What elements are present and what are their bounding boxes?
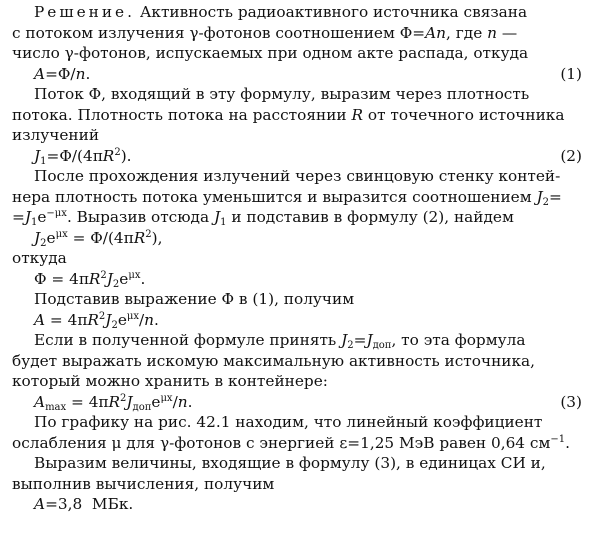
solution-lead: Решение. — [34, 3, 135, 21]
var-n: n — [487, 23, 497, 42]
text: = 4π — [45, 310, 88, 329]
var-n: n — [436, 23, 447, 42]
subscript: 2 — [112, 278, 120, 290]
text: число γ-фотонов, испускаемых при одном акте распада, откуда — [12, 44, 529, 62]
text: / — [172, 392, 178, 411]
text: = — [12, 208, 25, 226]
var-J: J — [105, 310, 112, 329]
text: откуда — [12, 249, 67, 267]
superscript: 2 — [114, 146, 121, 158]
solution-text — [12, 2, 582, 515]
superscript: 2 — [100, 269, 107, 281]
text: =Φ/(4π — [46, 146, 103, 165]
text: После прохождения излучений через свинцовую стенку контей- — [34, 167, 561, 185]
var-n: n — [75, 64, 86, 83]
var-R: R — [87, 310, 99, 329]
equation-3-after — [12, 248, 582, 269]
equation-5 — [12, 310, 582, 331]
text: e — [151, 392, 161, 411]
text: , где — [446, 23, 488, 42]
text: и подставив в формулу (2), найдем — [226, 208, 514, 226]
text: e — [119, 269, 129, 288]
paragraph-3-line-1 — [12, 166, 582, 187]
equation-1 — [12, 64, 582, 85]
superscript: μx — [160, 392, 173, 404]
var-J: J — [106, 269, 113, 288]
var-R: R — [133, 228, 146, 247]
subscript: 2 — [111, 319, 118, 331]
text: = Φ/(4π — [67, 228, 134, 247]
text: Подставив выражение Φ в (1), получим — [34, 290, 355, 308]
subscript: 1 — [30, 217, 38, 228]
var-J: J — [34, 228, 41, 247]
superscript: −1 — [550, 433, 566, 445]
equation-6 — [12, 392, 582, 413]
var-J: J — [213, 208, 221, 226]
text: . — [187, 392, 193, 411]
subscript: max — [45, 401, 67, 413]
equation-7 — [12, 494, 582, 515]
equation-4 — [12, 269, 582, 290]
subscript: доп — [372, 340, 392, 351]
var-n: n — [144, 310, 155, 329]
subscript: 1 — [40, 155, 47, 167]
superscript: μx — [128, 269, 141, 281]
subscript: 1 — [220, 217, 227, 228]
superscript: 2 — [120, 392, 127, 404]
var-R: R — [102, 146, 115, 165]
text: потока. Плотность потока на расстоянии — [12, 105, 347, 124]
var-A: A — [425, 23, 437, 42]
var-J: J — [34, 146, 41, 165]
text: Активность радиоактивного источника связана — [139, 3, 528, 21]
paragraph-2-line-3 — [12, 125, 582, 146]
text: от точечного источника — [367, 105, 565, 124]
paragraph-3-line-2 — [12, 187, 582, 208]
text: , то эта формула — [391, 331, 526, 349]
text: = — [548, 187, 562, 206]
var-A: A — [34, 310, 46, 329]
paragraph-1-line-1 — [12, 2, 582, 23]
equation-number: (2) — [560, 146, 582, 165]
superscript: μx — [55, 228, 68, 240]
equation-number: (1) — [560, 64, 582, 83]
text: выполнив вычисления, получим — [12, 474, 275, 493]
text: = — [353, 331, 367, 349]
paragraph-7-line-1 — [12, 453, 582, 474]
text: / — [139, 310, 145, 329]
subscript: доп — [132, 401, 152, 413]
result-value: =3,8 МБк. — [45, 495, 134, 513]
paragraph-1-line-2 — [12, 23, 582, 44]
text: — — [496, 23, 518, 42]
text: излучений — [12, 126, 100, 144]
superscript: μx — [126, 310, 140, 322]
text: =Φ/ — [45, 64, 76, 83]
var-J: J — [24, 208, 31, 226]
var-n: n — [177, 392, 188, 411]
text: . — [154, 310, 159, 329]
paragraph-5-line-1 — [12, 330, 582, 351]
text: . — [140, 269, 146, 288]
superscript: −μx — [46, 208, 67, 219]
text: Φ = 4π — [34, 269, 89, 288]
text: Поток Φ, входящий в эту формулу, выразим через плотность — [34, 85, 530, 103]
text: ). — [120, 146, 132, 165]
var-A: A — [34, 64, 46, 83]
paragraph-5-line-3 — [12, 371, 582, 392]
paragraph-5-line-2 — [12, 351, 582, 372]
subscript: 2 — [347, 340, 354, 351]
paragraph-1-line-3 — [12, 43, 582, 64]
paragraph-4-line-1 — [12, 289, 582, 310]
paragraph-2-line-1 — [12, 84, 582, 105]
superscript: 2 — [145, 228, 152, 240]
text: e — [117, 310, 127, 329]
text: По графику на рис. 42.1 находим, что линейный коэффициент — [34, 413, 543, 431]
text: . — [565, 433, 570, 452]
text: . Выразив отсюда — [66, 208, 214, 226]
paragraph-6-line-1 — [12, 412, 582, 433]
var-A: A — [34, 495, 46, 513]
text: будет выражать искомую максимальную активность источника, — [12, 351, 535, 370]
paragraph-3-line-3 — [12, 207, 582, 228]
text: Если в полученной формуле принять — [34, 331, 342, 349]
paragraph-2-line-2 — [12, 105, 582, 126]
text: ослабления μ для γ-фотонов с энергией ε=1,25 МэВ равен 0,64 см — [12, 433, 551, 452]
text: с потоком излучения γ-фотонов соотношением Φ= — [12, 23, 426, 42]
text: Выразим величины, входящие в формулу (3), в единицах СИ и, — [34, 454, 546, 472]
paragraph-7-line-2 — [12, 474, 582, 495]
text: e — [37, 208, 47, 226]
var-A: A — [34, 392, 46, 411]
var-J: J — [126, 392, 133, 411]
var-R: R — [88, 269, 101, 288]
var-J: J — [536, 187, 543, 206]
equation-2 — [12, 146, 582, 167]
subscript: 2 — [542, 196, 549, 208]
equation-3 — [12, 228, 582, 249]
paragraph-6-line-2 — [12, 433, 582, 454]
var-J: J — [341, 331, 348, 349]
text: который можно хранить в контейнере: — [12, 372, 328, 390]
text: ), — [151, 228, 163, 247]
var-J: J — [366, 331, 373, 349]
text: . — [85, 64, 91, 83]
var-R: R — [351, 105, 363, 124]
var-R: R — [108, 392, 121, 411]
superscript: 2 — [98, 310, 106, 322]
text: e — [46, 228, 56, 247]
equation-number: (3) — [560, 392, 582, 411]
subscript: 2 — [40, 237, 47, 249]
text: нера плотность потока уменьшится и выразится соотношением — [12, 187, 537, 206]
text: = 4π — [66, 392, 109, 411]
